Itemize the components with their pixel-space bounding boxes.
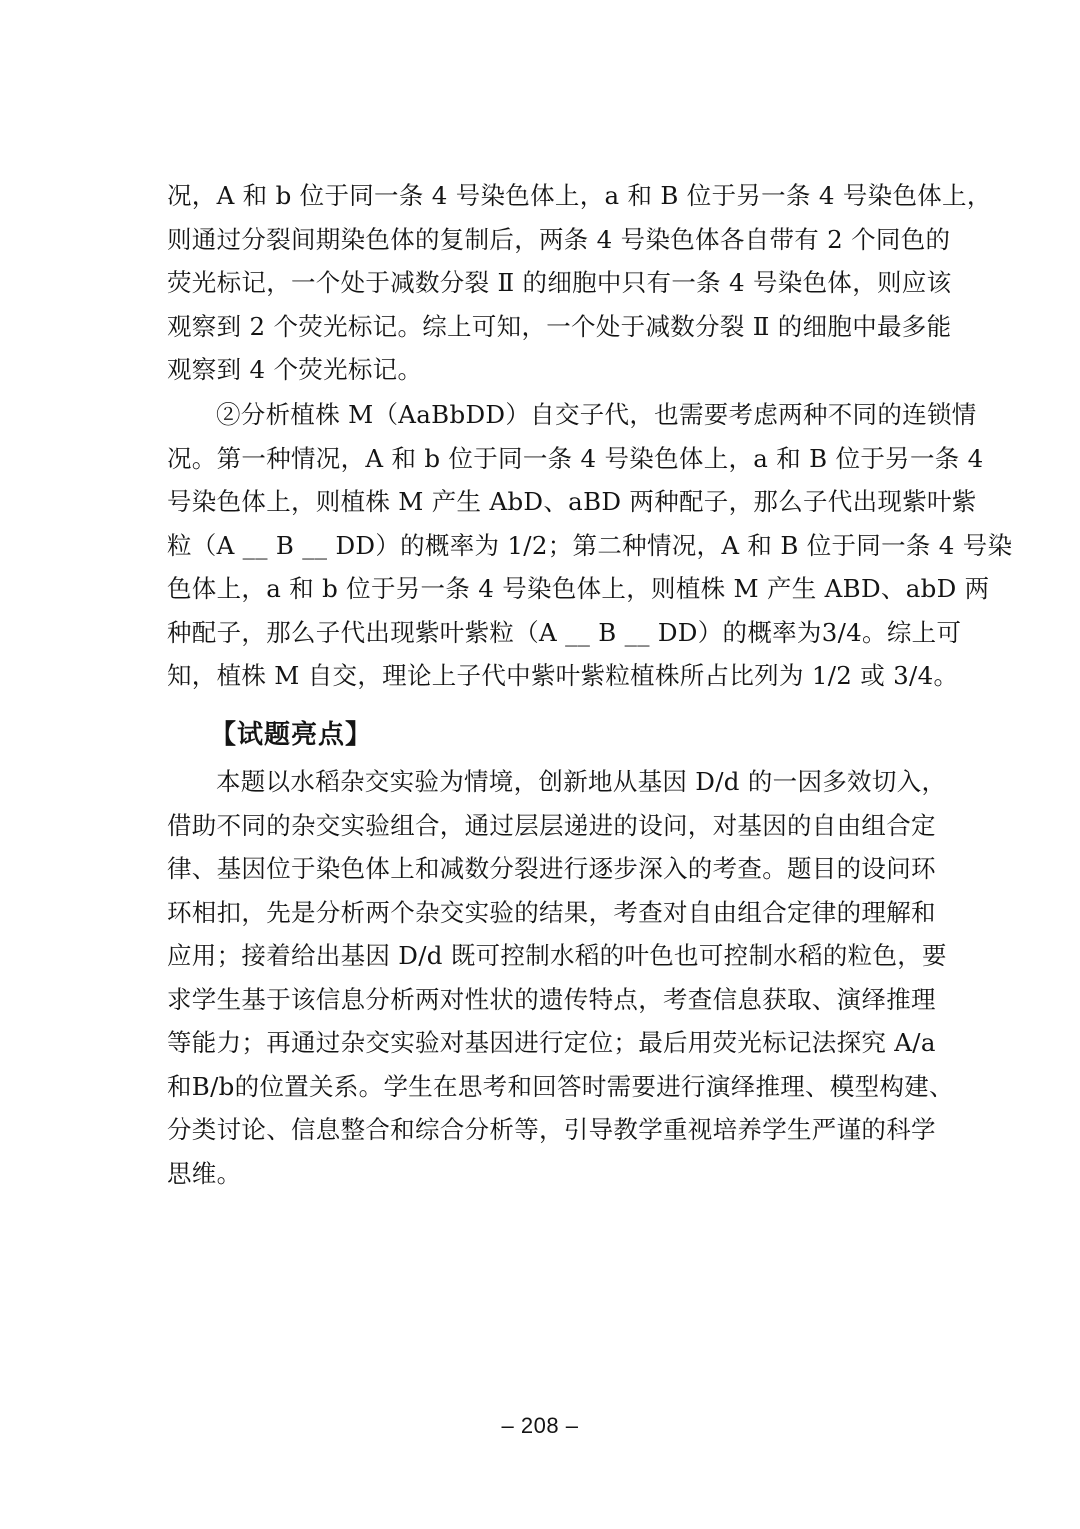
text-line: 律、基因位于染色体上和减数分裂进行逐步深入的考查。题目的设问环 xyxy=(167,854,936,883)
paragraph-3 xyxy=(167,760,954,1195)
text-line: 种配子，那么子代出现紫叶紫粒（A __ B __ DD）的概率为3/4。综上可 xyxy=(167,617,962,647)
text-line: 等能力；再通过杂交实验对基因进行定位；最后用荧光标记法探究 A/a xyxy=(167,1028,936,1057)
text-line: 况。第一种情况，A 和 b 位于同一条 4 号染色体上，a 和 B 位于另一条 4 xyxy=(167,443,984,473)
text-line: 知，植株 M 自交，理论上子代中紫叶紫粒植株所占比列为 1/2 或 3/4。 xyxy=(167,661,959,690)
text-line: 观察到 4 个荧光标记。 xyxy=(167,355,423,384)
text-line: 和B/b的位置关系。学生在思考和回答时需要进行演绎推理、模型构建、 xyxy=(167,1071,954,1101)
text-line: 求学生基于该信息分析两对性状的遗传特点，考查信息获取、演绎推理 xyxy=(167,984,936,1014)
page-number: – 208 – xyxy=(501,1413,579,1438)
paragraph-1 xyxy=(167,174,992,392)
text-line: 分类讨论、信息整合和综合分析等，引导教学重视培养学生严谨的科学 xyxy=(167,1115,936,1144)
text-line: 应用；接着给出基因 D/d 既可控制水稻的叶色也可控制水稻的粒色，要 xyxy=(167,941,947,970)
text-line: 观察到 2 个荧光标记。综上可知，一个处于减数分裂 Ⅱ 的细胞中最多能 xyxy=(167,311,952,341)
text-line: 借助不同的杂交实验组合，通过层层递进的设问，对基因的自由组合定 xyxy=(167,810,936,840)
text-line: 况，A 和 b 位于同一条 4 号染色体上，a 和 B 位于另一条 4 号染色体上， xyxy=(167,181,992,210)
text-line: 粒（A __ B __ DD）的概率为 1/2；第二种情况，A 和 B 位于同一条 4 号染 xyxy=(167,530,1013,560)
text-line: ②分析植株 M（AaBbDD）自交子代，也需要考虑两种不同的连锁情 xyxy=(216,400,977,429)
text-line: 则通过分裂间期染色体的复制后，两条 4 号染色体各自带有 2 个同色的 xyxy=(167,224,951,254)
text-line: 荧光标记，一个处于减数分裂 Ⅱ 的细胞中只有一条 4 号染色体，则应该 xyxy=(167,268,952,297)
text-line: 本题以水稻杂交实验为情境，创新地从基因 D/d 的一因多效切入， xyxy=(216,767,947,796)
text-line: 环相扣，先是分析两个杂交实验的结果，考查对自由组合定律的理解和 xyxy=(167,897,936,927)
paragraph-2 xyxy=(167,393,1013,698)
text-line: 思维。 xyxy=(167,1158,242,1188)
text-line: 色体上，a 和 b 位于另一条 4 号染色体上，则植株 M 产生 ABD、abD 两 xyxy=(167,574,990,603)
section-heading: 【试题亮点】 xyxy=(210,720,373,750)
text-line: 号染色体上，则植株 M 产生 AbD、aBD 两种配子，那么子代出现紫叶紫 xyxy=(167,487,977,516)
